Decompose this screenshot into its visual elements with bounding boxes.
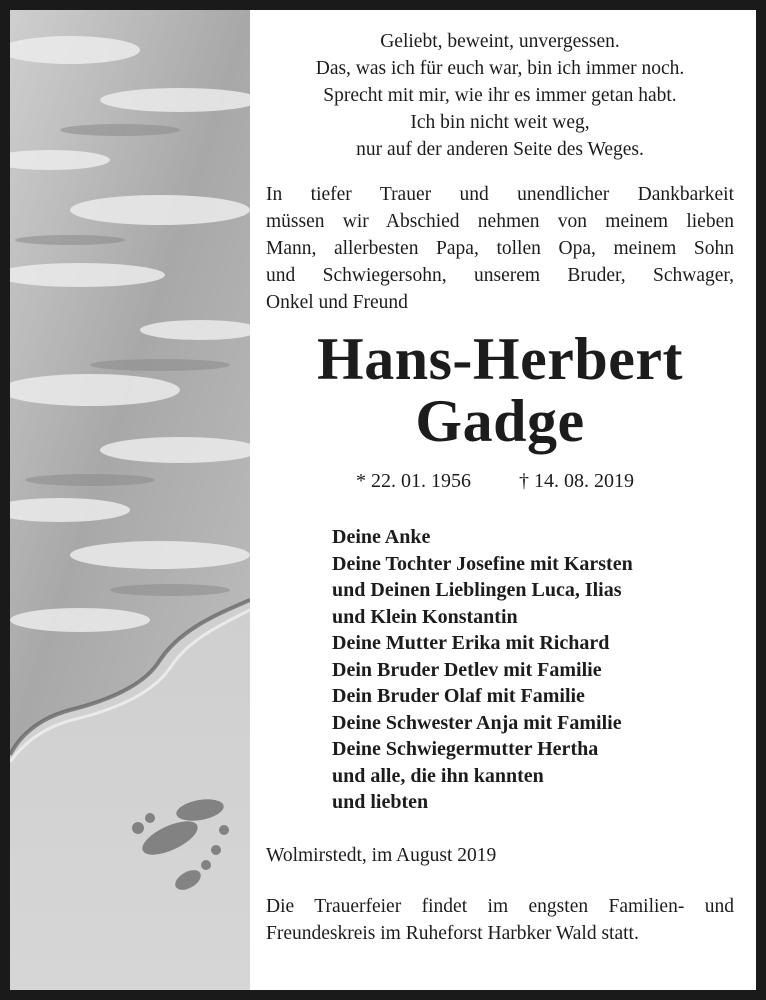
beach-footprints-photo (10, 10, 250, 990)
mourner-line: Dein Bruder Detlev mit Familie (332, 658, 602, 681)
intro-line: und Schwiegersohn, unserem Bruder, Schwager, (266, 265, 734, 286)
life-dates (266, 468, 734, 494)
mourner-line: Deine Schwester Anja mit Familie (332, 711, 622, 734)
mourner-line: und Klein Konstantin (332, 605, 518, 628)
deceased-last-name: Gadge (415, 388, 585, 454)
mourner-line: Deine Tochter Josefine mit Karsten (332, 552, 633, 575)
intro-paragraph (266, 181, 734, 316)
poem-line: Ich bin nicht weit weg, (410, 112, 590, 133)
death-date: † 14. 08. 2019 (519, 470, 634, 492)
mourner-line: Deine Schwiegermutter Hertha (332, 738, 599, 760)
poem-line: Geliebt, beweint, unvergessen. (380, 31, 620, 52)
poem-line: Das, was ich für euch war, bin ich immer noch. (315, 58, 685, 79)
intro-line: In tiefer Trauer und unendlicher Dankbarkeit (266, 184, 734, 205)
poem-line: nur auf der anderen Seite des Weges. (356, 139, 644, 160)
obituary-panel (10, 10, 756, 990)
mourner-line: und liebten (332, 791, 429, 813)
mourner-line: Deine Anke (332, 526, 431, 548)
deceased-first-name: Hans-Herbert (317, 326, 683, 392)
mourner-line: und alle, die ihn kannten (332, 764, 544, 787)
deceased-name (266, 328, 734, 452)
funeral-line: Die Trauerfeier findet im engsten Familien- und (266, 895, 734, 917)
poem (266, 28, 734, 163)
place-and-date: Wolmirstedt, im August 2019 (266, 844, 497, 866)
funeral-line: Freundeskreis im Ruheforst Harbker Wald statt. (266, 922, 639, 944)
mourners-list (332, 524, 734, 816)
mourner-line: Dein Bruder Olaf mit Familie (332, 685, 585, 707)
intro-line: Mann, allerbesten Papa, tollen Opa, meinem Sohn (266, 238, 734, 259)
birth-date: * 22. 01. 1956 (356, 470, 471, 492)
poem-line: Sprecht mit mir, wie ihr es immer getan habt. (323, 85, 677, 106)
intro-line: Onkel und Freund (266, 292, 408, 313)
obituary-text (266, 28, 734, 947)
mourner-line: Deine Mutter Erika mit Richard (332, 632, 610, 654)
mourner-line: und Deinen Lieblingen Luca, Ilias (332, 579, 622, 601)
intro-line: müssen wir Abschied nehmen von meinem lieben (266, 211, 734, 232)
funeral-notice (266, 893, 734, 947)
